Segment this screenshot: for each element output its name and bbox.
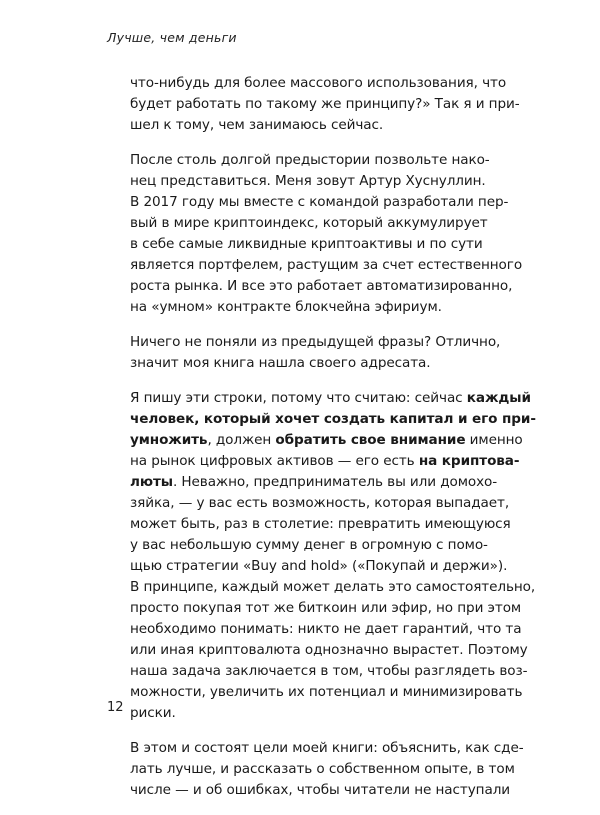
text-line xyxy=(130,171,510,192)
paragraph xyxy=(130,738,524,801)
text-line xyxy=(130,577,536,598)
text-run: щью стратегии «Buy and hold» («Покупай и держи»). xyxy=(130,558,508,574)
text-run: на «умном» контракте блокчейна эфириум. xyxy=(130,299,442,315)
text-line xyxy=(130,192,510,213)
text-run: именно xyxy=(465,432,523,448)
text-run: зяйка, — у вас есть возможность, которая выпадает, xyxy=(130,495,510,511)
text-line xyxy=(130,332,510,353)
paragraph xyxy=(130,73,520,136)
text-run: нец представиться. Меня зовут Артур Хуснуллин. xyxy=(130,173,486,189)
text-line xyxy=(130,514,510,535)
text-line xyxy=(130,451,520,472)
text-line xyxy=(130,234,510,255)
text-run: В этом и состоят цели моей книги: объяснить, как сде- xyxy=(130,740,524,756)
text-line xyxy=(130,213,510,234)
text-line xyxy=(130,535,510,556)
text-line xyxy=(130,640,528,661)
text-run: , должен xyxy=(207,432,276,448)
text-line xyxy=(130,353,510,374)
bold-text: на криптова- xyxy=(418,453,520,469)
bold-text: обратить свое внимание xyxy=(275,432,466,448)
running-header: Лучше, чем деньги xyxy=(107,30,237,45)
text-line xyxy=(130,661,528,682)
paragraph xyxy=(130,388,536,724)
body-text xyxy=(130,73,536,815)
text-run: риски. xyxy=(130,705,176,721)
text-run: является портфелем, растущим за счет естественного xyxy=(130,257,523,273)
text-run: шел к тому, чем занимаюсь сейчас. xyxy=(130,117,384,133)
text-line xyxy=(130,759,515,780)
text-run: на рынок цифровых активов — его есть xyxy=(130,453,419,469)
text-line xyxy=(130,115,510,136)
text-line xyxy=(130,682,523,703)
text-line xyxy=(130,738,524,759)
text-run: В 2017 году мы вместе с командой разработали пер- xyxy=(130,194,509,210)
text-line xyxy=(130,556,510,577)
text-line xyxy=(130,73,510,94)
paragraph xyxy=(130,150,523,318)
text-run: В принципе, каждый может делать это самостоятельно, xyxy=(130,579,536,595)
text-line xyxy=(130,409,536,430)
text-line xyxy=(130,297,510,318)
text-run: будет работать по такому же принципу?» Так я и при- xyxy=(130,96,520,112)
text-run: . Неважно, предприниматель вы или домохо- xyxy=(172,474,498,490)
text-line xyxy=(130,619,522,640)
text-run: или иная криптовалюта однозначно вырастет. Поэтому xyxy=(130,642,528,658)
text-run: необходимо понимать: никто не дает гарантий, что та xyxy=(130,621,522,637)
text-run: просто покупая тот же биткоин или эфир, но при этом xyxy=(130,600,522,616)
text-line xyxy=(130,150,510,171)
paragraph xyxy=(130,332,510,374)
text-line xyxy=(130,703,510,724)
text-line xyxy=(130,276,513,297)
text-run: значит моя книга нашла своего адресата. xyxy=(130,355,431,371)
text-line xyxy=(130,388,531,409)
text-line xyxy=(130,493,510,514)
text-run: вый в мире криптоиндекс, который аккумулирует xyxy=(130,215,488,231)
bold-text: каждый xyxy=(466,390,531,406)
text-run: После столь долгой предыстории позвольте нако- xyxy=(130,152,490,168)
text-run: у вас небольшую сумму денег в огромную с помо- xyxy=(130,537,488,553)
text-line xyxy=(130,780,510,801)
bold-text: умножить xyxy=(130,432,208,448)
bold-text: человек, который хочет создать капитал и его при- xyxy=(130,411,536,427)
text-run: может быть, раз в столетие: превратить имеющуюся xyxy=(130,516,511,532)
text-run: в себе самые ликвидные криптоактивы и по сути xyxy=(130,236,483,252)
text-run: Я пишу эти строки, потому что считаю: сейчас xyxy=(130,390,467,406)
text-line xyxy=(130,94,520,115)
page-number: 12 xyxy=(107,700,124,715)
text-run: наша задача заключается в том, чтобы разглядеть воз- xyxy=(130,663,528,679)
text-line xyxy=(130,472,510,493)
text-line xyxy=(130,255,523,276)
text-run: что-нибудь для более массового использования, что xyxy=(130,75,507,91)
text-run: лать лучше, и рассказать о собственном опыте, в том xyxy=(130,761,515,777)
bold-text: люты xyxy=(130,474,173,490)
text-run: числе — и об ошибках, чтобы читатели не наступали xyxy=(130,782,511,798)
text-run: Ничего не поняли из предыдущей фразы? Отлично, xyxy=(130,334,501,350)
text-line xyxy=(130,430,523,451)
text-run: роста рынка. И все это работает автоматизированно, xyxy=(130,278,513,294)
text-run: можности, увеличить их потенциал и минимизировать xyxy=(130,684,523,700)
text-line xyxy=(130,598,522,619)
